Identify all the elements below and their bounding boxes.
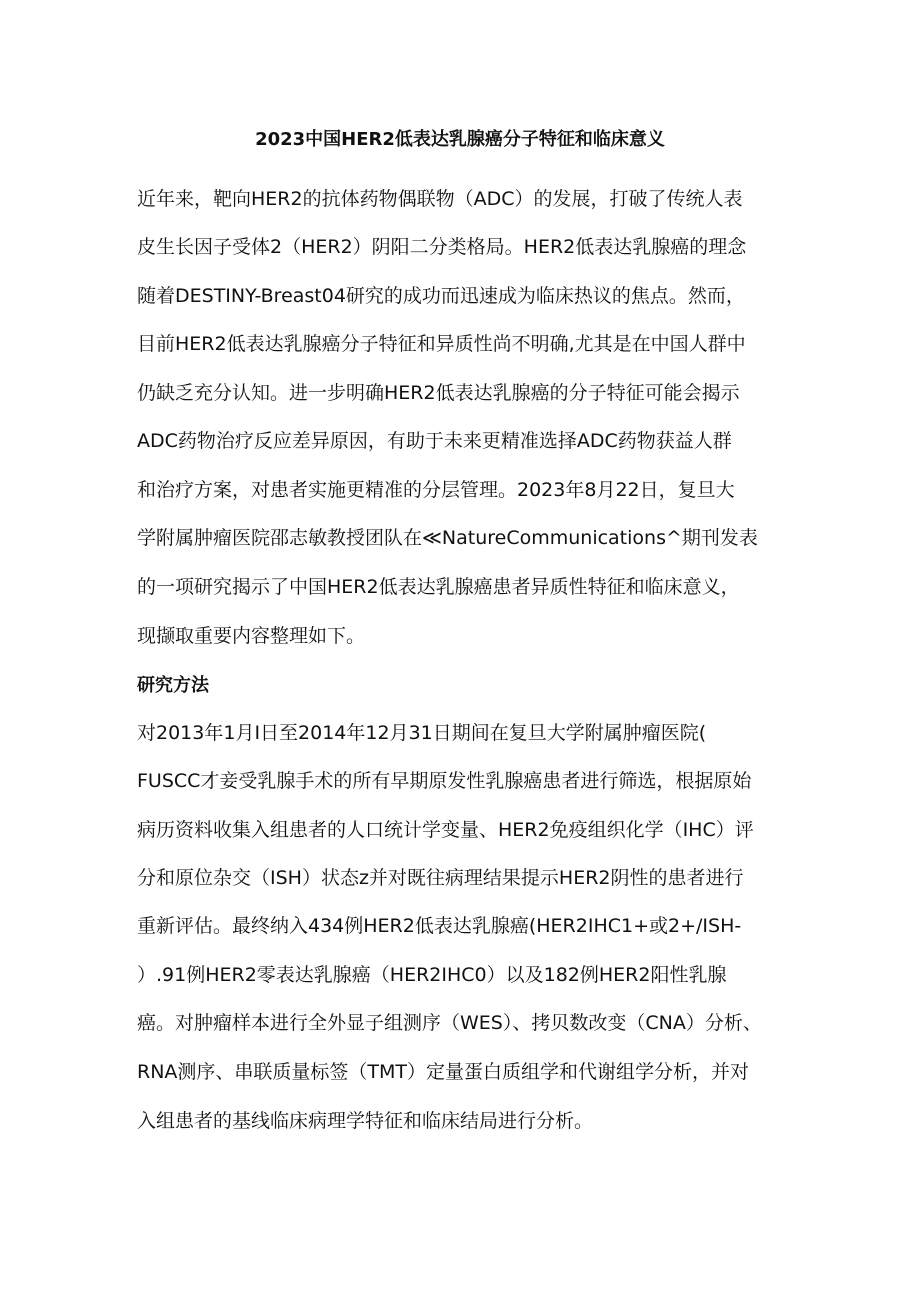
intro-line: 和治疗方案，对患者实施更精准的分层管理。2023年8月22日，复旦大	[137, 479, 735, 501]
intro-line: 近年来，靶向HER2的抗体药物偶联物（ADC）的发展，打破了传统人表	[137, 188, 743, 210]
intro-line: 学附属肿瘤医院邵志敏教授团队在≪NatureCommunications^期刊发表	[137, 527, 758, 549]
methods-line: FUSCC才妾受乳腺手术的所有早期原发性乳腺癌患者进行筛选，根据原始	[137, 770, 752, 792]
methods-line: 对2013年1月I日至2014年12月31日期间在复旦大学附属肿瘤医院(	[137, 722, 707, 744]
intro-line: 的一项研究揭示了中国HER2低表达乳腺癌患者异质性特征和临床意义，	[137, 576, 740, 598]
intro-line: ADC药物治疗反应差异原因，有助于未来更精准选择ADC药物获益人群	[137, 430, 732, 452]
methods-line: ）.91例HER2零表达乳腺癌（HER2IHC0）以及182例HER2阳性乳腺	[137, 964, 727, 986]
methods-line: 入组患者的基线临床病理学特征和临床结局进行分析。	[137, 1110, 594, 1132]
methods-line: 分和原位杂交（ISH）状态z并对既往病理结果提示HER2阴性的患者进行	[137, 867, 744, 889]
methods-line: 重新评估。最终纳入434例HER2低表达乳腺癌(HER2IHC1+或2+/ISH-	[137, 915, 742, 937]
intro-line: 皮生长因子受体2（HER2）阴阳二分类格局。HER2低表达乳腺癌的理念	[137, 236, 747, 258]
intro-line: 仍缺乏充分认知。进一步明确HER2低表达乳腺癌的分子特征可能会揭示	[137, 382, 740, 404]
methods-line: 病历资料收集入组患者的人口统计学变量、HER2免疫组织化学（IHC）评	[137, 819, 754, 841]
intro-line: 现撷取重要内容整理如下。	[137, 625, 366, 647]
methods-line: 癌。对肿瘤样本进行全外显子组测序（WES）、拷贝数改变（CNA）分析、	[137, 1012, 762, 1034]
intro-line: 随着DESTINY-Breast04研究的成功而迅速成为临床热议的焦点。然而，	[137, 285, 745, 307]
document-title: 2023中国HER2低表达乳腺癌分子特征和临床意义	[255, 129, 665, 150]
intro-line: 目前HER2低表达乳腺癌分子特征和异质性尚不明确,尤其是在中国人群中	[137, 333, 746, 355]
methods-line: RNA测序、串联质量标签（TMT）定量蛋白质组学和代谢组学分析，并对	[137, 1061, 750, 1083]
section-heading-methods: 研究方法	[137, 675, 209, 696]
